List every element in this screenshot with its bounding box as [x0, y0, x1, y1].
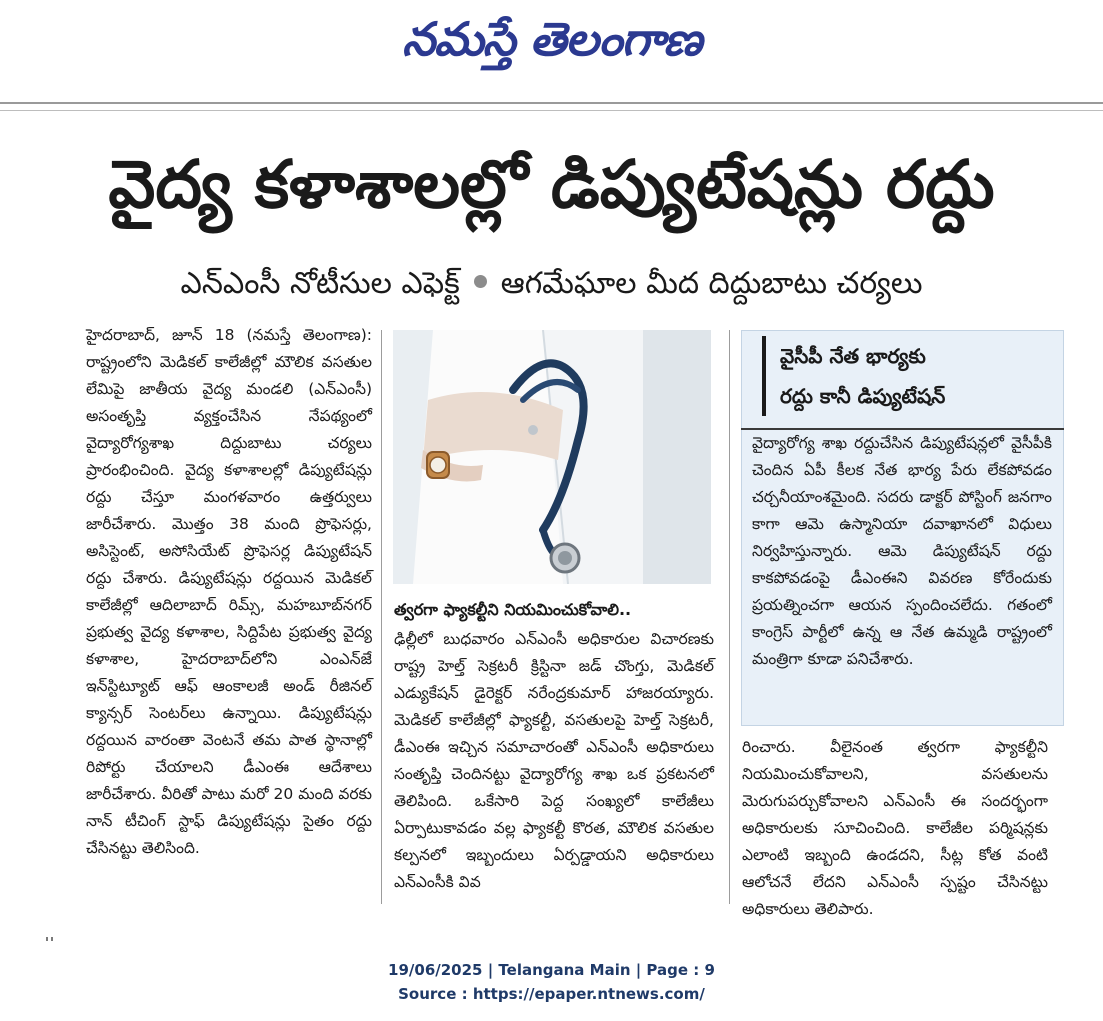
sidebar-body [752, 430, 1052, 673]
doctor-illustration [393, 330, 711, 584]
sidebar-title-line-1: వైసీపీ నేత భార్యకు [780, 344, 926, 368]
article-column-2 [394, 626, 714, 896]
column-2-text: ఢిల్లీలో బుధవారం ఎన్‌ఎంసీ అధికారుల విచారణకు రాష్ట్ర హెల్త్ సెక్రటరీ క్రిస్టినా జడ్ చొంగ్తు, మెడికల్ ఎడ్యుకేషన్ డైరెక్టర్ నరేంద్రకుమార్ హాజరయ్యారు. మెడికల్ కాలేజీల్లో ఫ్యాకల్టీ, వసతులపై హెల్త్ సెక్రటరీ, డీఎంఈ ఇచ్చిన సమాచారంతో ఎన్‌ఎంసీ అధికారులు సంతృప్తి చెందినట్టు వైద్యారోగ్య శాఖ ఒక ప్రకటనలో తెలిపింది. ఒకేసారి పెద్ద సంఖ్యలో కాలేజీలు ఏర్పాటుకావడం వల్ల ఫ్యాకల్టీ కొరత, మౌలిక వసతుల కల్పనలో ఇబ్బందులు ఏర్పడ్డాయని అధికారులు ఎన్‌ఎంసీకి వివ [394, 630, 714, 891]
sidebar-body-text: వైద్యారోగ్య శాఖ రద్దుచేసిన డిప్యుటేషన్లలో వైసీపీకి చెందిన ఏపీ కీలక నేత భార్య పేరు లేకపోవడం చర్చనీయాంశమైంది. సదరు డాక్టర్ పోస్టింగ్ జనగాం కాగా ఆమె ఉస్మానియా దవాఖానలో విధులు నిర్వహిస్తున్నారు. ఆమె డిప్యుటేషన్ రద్దు కాకపోవడంపై డీఎంఈని వివరణ కోరేందుకు ప్రయత్నించగా ఆయన స్పందించలేదు. గతంలో కాంగ్రెస్ పార్టీలో ఉన్న ఆ నేత ఉమ్మడి రాష్ట్రంలో మంత్రిగా కూడా పనిచేశారు. [752, 434, 1052, 668]
headline: వైద్య కళాశాలల్లో డిప్యుటేషన్లు రద్దు [108, 146, 995, 223]
subheadline [30, 258, 1073, 310]
footer-source: Source : https://epaper.ntnews.com/ [398, 985, 705, 1003]
column-1-text: హైదరాబాద్, జూన్ 18 (నమస్తే తెలంగాణ): రాష్ట్రంలోని మెడికల్ కాలేజీల్లో మౌలిక వసతుల లేమిపై జాతీయ వైద్య మండలి (ఎన్‌ఎంసీ) అసంతృప్తి వ్యక్తంచేసిన నేపథ్యంలో వైద్యారోగ్యశాఖ దిద్దుబాటు చర్యలు ప్రారంభించింది. వైద్య కళాశాలల్లో డిప్యుటేషన్లు రద్దు చేస్తూ మంగళవారం ఉత్తర్వులు జారీచేశారు. మొత్తం 38 మంది ప్రొఫెసర్లు, అసిస్టెంట్, అసోసియేట్ ప్రొఫెసర్ల డిప్యుటేషన్ రద్దు చేశారు. డిప్యుటేషన్లు రద్దయిన మెడికల్ కాలేజీల్లో ఆదిలాబాద్ రిమ్స్, మహబూబ్‌నగర్ ప్రభుత్వ వైద్య కళాశాల, సిద్దిపేట ప్రభుత్వ వైద్య కళాశాల, హైదరాబాద్‌లోని ఎంఎన్‌జే ఇన్‌స్టిట్యూట్ ఆఫ్ ఆంకాలజీ అండ్ రీజినల్ క్యాన్సర్ సెంటర్‌లు ఉన్నాయి. డిప్యుటేషన్లు రద్దయిన వారంతా వెంటనే తమ పాత స్థానాల్లో రిపోర్టు చేయాలని డీఎంఈ ఆదేశాలు జారీచేశారు. వీరితో పాటు మరో 20 మంది వరకు నాన్ టీచింగ్ స్టాఫ్ డిప్యుటేషన్లు సైతం రద్దు చేసినట్టు తెలిసింది. [86, 326, 372, 857]
masthead-logo: నమస్తే తెలంగాణ [401, 12, 702, 66]
doctor-stethoscope-photo [393, 330, 711, 584]
masthead [0, 6, 1103, 72]
article-column-3 [742, 734, 1048, 923]
footer [0, 958, 1103, 1006]
photo-caption: త్వరగా ఫ్యాకల్టీని నియమించుకోవాలి.. [394, 600, 632, 619]
page-mark [46, 926, 56, 930]
footer-date-edition: 19/06/2025 | Telangana Main | Page : 9 [388, 961, 715, 979]
subheadline-left: ఎన్‌ఎంసీ నోటీసుల ఎఫెక్ట్ [180, 266, 460, 301]
article-column-1 [86, 322, 372, 862]
column-divider [381, 330, 382, 904]
column-divider [729, 330, 730, 904]
sidebar-title-line-2: రద్దు కానీ డిప్యుటేషన్ [780, 384, 946, 408]
masthead-rule [0, 102, 1103, 104]
masthead-rule-thin [0, 110, 1103, 111]
sidebar-heading [762, 336, 1080, 416]
subheadline-right: ఆగమేఘాల మీద దిద్దుబాటు చర్యలు [500, 266, 923, 301]
column-3-text: రించారు. వీలైనంత త్వరగా ఫ్యాకల్టీని నియమించుకోవాలని, వసతులను మెరుగుపర్చుకోవాలని ఎన్‌ఎంసీ ఈ సందర్భంగా అధికారులకు సూచించింది. కాలేజీల పర్మిషన్లకు ఎలాంటి ఇబ్బంది ఉండదని, సీట్ల కోత వంటి ఆలోచనే లేదని ఎన్‌ఎంసీ స్పష్టం చేసినట్టు అధికారులు తెలిపారు. [742, 738, 1048, 918]
bullet-separator [474, 275, 487, 288]
